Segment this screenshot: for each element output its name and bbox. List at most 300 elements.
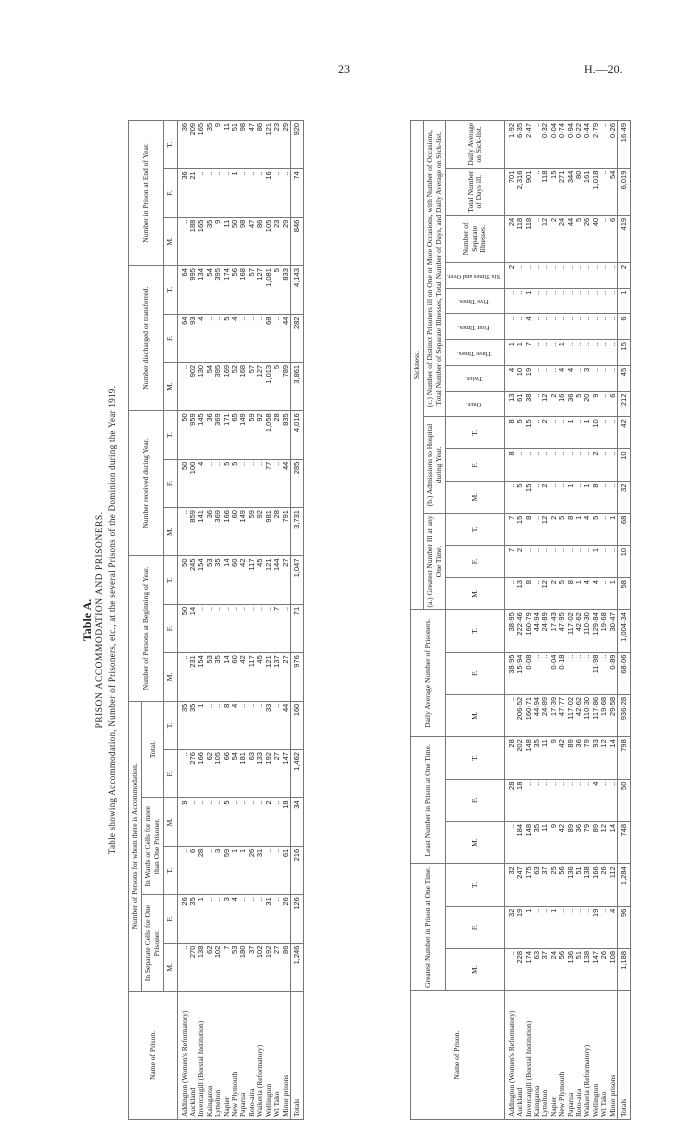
value-cell: 5 — [273, 266, 281, 314]
value-cell: 38·95 — [504, 610, 516, 652]
prison-name-cell: Addington (Women's Reformatory) — [177, 992, 189, 1120]
value-cell: .. — [223, 604, 231, 652]
value-cell: 276 — [189, 750, 197, 798]
prison-name-cell: Lyttelton — [541, 991, 549, 1120]
prison-name-cell: Kaingaroa — [206, 992, 214, 1120]
prison-name-cell: Paparua — [567, 991, 575, 1120]
value-cell: 79 — [583, 821, 591, 863]
value-cell: 209 — [189, 120, 197, 168]
value-cell: 270 — [189, 943, 197, 991]
total-value-cell: 4,016 — [290, 411, 303, 459]
value-cell: 271 — [558, 168, 566, 215]
value-cell: 28 — [273, 508, 281, 556]
prison-name-cell: Lyttelton — [214, 992, 222, 1120]
mft-header-t: T. — [446, 513, 505, 545]
value-cell: .. — [516, 449, 524, 481]
value-cell: 1 — [567, 417, 575, 449]
value-cell: .. — [256, 798, 264, 846]
value-cell: .. — [206, 798, 214, 846]
value-cell: 5 — [516, 481, 524, 513]
table-row — [282, 120, 291, 1119]
value-cell: .. — [600, 906, 608, 948]
prison-name-cell: Roto-aira — [575, 991, 583, 1120]
value-cell: .. — [583, 314, 591, 340]
value-cell: 51 — [575, 949, 583, 991]
total-value-cell: 16·49 — [618, 121, 631, 169]
value-cell: 98 — [239, 120, 247, 168]
value-cell: .. — [177, 508, 189, 556]
value-cell: 37 — [541, 864, 549, 906]
value-cell: 44 — [282, 701, 291, 749]
value-cell: .. — [600, 545, 608, 577]
value-cell: 42 — [558, 737, 566, 779]
value-cell: 0·04 — [550, 121, 558, 169]
value-cell: 77 — [265, 459, 273, 507]
value-cell: 7 — [273, 604, 281, 652]
value-cell: 89 — [592, 821, 600, 863]
separate-cells-header: In Separate Cells for One Prisoner. — [142, 895, 164, 992]
value-cell: .. — [609, 365, 618, 391]
value-cell: .. — [239, 701, 247, 749]
value-cell: 9 — [177, 798, 189, 846]
value-cell: .. — [575, 314, 583, 340]
value-cell: 24·89 — [541, 610, 549, 652]
value-cell: 1 — [558, 340, 566, 366]
total-value-cell: 748 — [618, 821, 631, 863]
separate-illnesses-header: Number of Separate Illnesses. — [446, 215, 505, 262]
value-cell: 127 — [256, 266, 264, 314]
value-cell: 12 — [600, 821, 608, 863]
total-value-cell: 3,861 — [290, 362, 303, 410]
total-header: Total. — [142, 701, 164, 798]
value-cell: 148 — [525, 737, 533, 779]
totals-label: Totals — [290, 992, 303, 1120]
total-value-cell: 10 — [618, 449, 631, 481]
value-cell: .. — [516, 262, 524, 288]
value-cell: 1 — [609, 513, 618, 545]
table-label: Table A. — [80, 598, 94, 642]
value-cell: .. — [206, 169, 214, 217]
value-cell: 23 — [273, 217, 281, 265]
value-cell: 44 — [567, 215, 575, 262]
value-cell: .. — [177, 653, 189, 701]
value-cell: .. — [231, 604, 239, 652]
value-cell: 4 — [567, 365, 575, 391]
value-cell: .. — [609, 545, 618, 577]
prison-name-cell: New Plymouth — [558, 991, 566, 1120]
value-cell: 63 — [533, 949, 541, 991]
prison-name-cell: Minor prisons — [282, 992, 291, 1120]
value-cell: 192 — [265, 750, 273, 798]
value-cell: 154 — [197, 653, 205, 701]
value-cell: 35 — [533, 737, 541, 779]
value-cell: .. — [504, 949, 516, 991]
three-times-header: Three Times. — [446, 340, 505, 366]
value-cell: 50 — [177, 411, 189, 459]
mft-header-m: M. — [164, 362, 177, 410]
distinct-header: (c.) Number of Distinct Prisoners ill on One or More Occasions, with Number of Occasions, Total Number of Separate Illnesses, Total Number of Days, and Daily Average on Sick-list. — [424, 121, 446, 417]
value-cell: 7 — [223, 943, 231, 991]
value-cell: .. — [575, 449, 583, 481]
value-cell: 35 — [206, 217, 214, 265]
value-cell: 2 — [550, 513, 558, 545]
value-cell: 171 — [223, 411, 231, 459]
value-cell: 29 — [282, 217, 291, 265]
value-cell: 51 — [575, 864, 583, 906]
value-cell: .. — [575, 545, 583, 577]
value-cell: 18 — [282, 798, 291, 846]
value-cell: 44 — [282, 459, 291, 507]
total-value-cell: 45 — [618, 365, 631, 391]
total-value-cell: 212 — [618, 391, 631, 417]
value-cell: .. — [248, 459, 256, 507]
value-cell: .. — [600, 449, 608, 481]
value-cell: .. — [609, 449, 618, 481]
value-cell: .. — [214, 314, 222, 362]
value-cell: 20 — [583, 391, 591, 417]
mft-header-m: M. — [164, 508, 177, 556]
value-cell: .. — [567, 652, 575, 694]
value-cell: .. — [541, 340, 549, 366]
value-cell: .. — [583, 906, 591, 948]
prison-name-cell: New Plymouth — [231, 992, 239, 1120]
mft-header-f: F. — [446, 906, 505, 948]
value-cell: .. — [177, 362, 189, 410]
total-value-cell: 42 — [618, 417, 631, 449]
value-cell: .. — [567, 288, 575, 314]
total-value-cell: 96 — [618, 906, 631, 948]
value-cell: .. — [533, 314, 541, 340]
value-cell: 6·35 — [516, 121, 524, 169]
value-cell: 62 — [206, 943, 214, 991]
value-cell: 26 — [177, 895, 189, 943]
value-cell: .. — [550, 314, 558, 340]
value-cell: .. — [533, 906, 541, 948]
value-cell: 247 — [516, 864, 524, 906]
value-cell: .. — [231, 798, 239, 846]
value-cell: 4 — [231, 314, 239, 362]
value-cell: 166 — [197, 750, 205, 798]
value-cell: 206·52 — [516, 694, 524, 736]
prison-name-cell: Addington (Women's Reformatory) — [504, 991, 516, 1120]
value-cell: 35 — [214, 556, 222, 604]
value-cell: 86 — [256, 217, 264, 265]
mft-header-f: F. — [164, 314, 177, 362]
value-cell: .. — [525, 262, 533, 288]
value-cell: .. — [504, 694, 516, 736]
value-cell: .. — [248, 895, 256, 943]
value-cell: 37 — [248, 943, 256, 991]
value-cell: 36 — [177, 169, 189, 217]
value-cell: 169 — [223, 362, 231, 410]
value-cell: .. — [575, 652, 583, 694]
value-cell: 147 — [592, 949, 600, 991]
value-cell: 52 — [231, 362, 239, 410]
value-cell: 2 — [516, 545, 524, 577]
value-cell: 1,058 — [265, 411, 273, 459]
mft-header-f: F. — [446, 652, 505, 694]
value-cell: 0·94 — [567, 121, 575, 169]
prison-name-cell: Auckland — [189, 992, 197, 1120]
value-cell: .. — [600, 578, 608, 610]
value-cell: 117·02 — [567, 610, 575, 652]
value-cell: .. — [600, 513, 608, 545]
value-cell: .. — [504, 481, 516, 513]
value-cell: .. — [609, 481, 618, 513]
value-cell: .. — [239, 459, 247, 507]
value-cell: .. — [575, 779, 583, 821]
col-name-header-2: Name of Prison. — [411, 991, 505, 1120]
value-cell: 8 — [223, 701, 231, 749]
value-cell: 174 — [223, 266, 231, 314]
value-cell: .. — [265, 604, 273, 652]
total-value-cell: 419 — [618, 215, 631, 262]
value-cell: .. — [248, 169, 256, 217]
value-cell: 154 — [197, 556, 205, 604]
value-cell: 5 — [223, 459, 231, 507]
value-cell: 8 — [504, 449, 516, 481]
total-value-cell: 6 — [618, 314, 631, 340]
value-cell: 5 — [558, 513, 566, 545]
prison-name-cell: Invercargill (Borstal Institution) — [525, 991, 533, 1120]
value-cell: 1 — [567, 481, 575, 513]
value-cell: 53 — [206, 556, 214, 604]
value-cell: 60 — [231, 508, 239, 556]
value-cell: .. — [609, 262, 618, 288]
value-cell: .. — [583, 288, 591, 314]
value-cell: 369 — [214, 508, 222, 556]
value-cell: 2 — [504, 262, 516, 288]
value-cell: 51 — [231, 120, 239, 168]
value-cell: 26 — [282, 895, 291, 943]
value-cell: 8 — [567, 513, 575, 545]
prison-name-cell: Roto-aira — [248, 992, 256, 1120]
value-cell: 102 — [214, 943, 222, 991]
value-cell: 37 — [541, 949, 549, 991]
value-cell: .. — [558, 779, 566, 821]
value-cell: 1 — [525, 288, 533, 314]
value-cell: 28 — [504, 737, 516, 779]
value-cell: .. — [600, 365, 608, 391]
value-cell: 981 — [265, 508, 273, 556]
value-cell: .. — [575, 340, 583, 366]
value-cell: .. — [558, 314, 566, 340]
value-cell: 110·30 — [583, 610, 591, 652]
value-cell: 36 — [177, 120, 189, 168]
value-cell: 9 — [214, 217, 222, 265]
value-cell: .. — [504, 578, 516, 610]
value-cell: 3 — [214, 846, 222, 894]
total-days-header: Total Number of Days ill. — [446, 168, 505, 215]
value-cell: .. — [575, 481, 583, 513]
value-cell: 4 — [583, 578, 591, 610]
value-cell: .. — [516, 314, 524, 340]
value-cell: .. — [177, 846, 189, 894]
value-cell: 136 — [567, 949, 575, 991]
value-cell: 50 — [177, 459, 189, 507]
value-cell: .. — [282, 169, 291, 217]
value-cell: 168 — [239, 266, 247, 314]
value-cell: .. — [206, 701, 214, 749]
prison-name-cell: Wellington — [265, 992, 273, 1120]
value-cell: 4 — [583, 513, 591, 545]
value-cell: .. — [550, 545, 558, 577]
value-cell: 24 — [550, 949, 558, 991]
mft-header-t: T. — [446, 417, 505, 449]
value-cell: .. — [273, 846, 281, 894]
value-cell: 2 — [541, 481, 549, 513]
value-cell: .. — [223, 169, 231, 217]
page-number: 23 — [338, 62, 350, 76]
value-cell: 12 — [541, 513, 549, 545]
mft-header-t: T. — [164, 556, 177, 604]
value-cell: 42 — [239, 653, 247, 701]
value-cell: .. — [248, 701, 256, 749]
value-cell: 789 — [282, 362, 291, 410]
prison-name-cell: Kaingaroa — [533, 991, 541, 1120]
mft-header-f: F. — [446, 545, 505, 577]
value-cell: .. — [256, 895, 264, 943]
value-cell: 1 — [504, 340, 516, 366]
value-cell: 0·08 — [525, 652, 533, 694]
value-cell: .. — [177, 217, 189, 265]
value-cell: 6 — [609, 391, 618, 417]
value-cell: 42·62 — [575, 694, 583, 736]
value-cell: 29 — [282, 120, 291, 168]
value-cell: 68 — [265, 314, 273, 362]
value-cell: 1 — [583, 481, 591, 513]
value-cell: 222·46 — [516, 610, 524, 652]
value-cell: .. — [558, 481, 566, 513]
mft-header-t: T. — [164, 120, 177, 168]
value-cell: 117 — [248, 653, 256, 701]
value-cell: 36 — [575, 821, 583, 863]
value-cell: .. — [550, 340, 558, 366]
value-cell: 2 — [550, 391, 558, 417]
value-cell: 11·98 — [592, 652, 600, 694]
value-cell: 24 — [504, 215, 516, 262]
value-cell: 54 — [609, 168, 618, 215]
value-cell: .. — [600, 288, 608, 314]
value-cell: .. — [197, 169, 205, 217]
value-cell: .. — [600, 391, 608, 417]
total-value-cell: 936·28 — [618, 694, 631, 736]
value-cell: .. — [558, 545, 566, 577]
value-cell: .. — [533, 288, 541, 314]
document-code: H.—20. — [584, 62, 623, 76]
value-cell: 8 — [525, 578, 533, 610]
value-cell: 117 — [248, 556, 256, 604]
value-cell: .. — [525, 779, 533, 821]
value-cell: 7 — [504, 513, 516, 545]
value-cell: 59 — [248, 508, 256, 556]
value-cell: 7 — [504, 545, 516, 577]
total-value-cell: 15 — [618, 340, 631, 366]
total-value-cell: 68 — [618, 513, 631, 545]
mft-header-t: T. — [164, 701, 177, 749]
value-cell: 17·39 — [550, 694, 558, 736]
value-cell: .. — [567, 449, 575, 481]
value-cell: .. — [592, 262, 600, 288]
value-cell: 1 — [525, 906, 533, 948]
value-cell: .. — [214, 604, 222, 652]
value-cell: 26 — [600, 864, 608, 906]
once-header: Once. — [446, 391, 505, 417]
value-cell: 105 — [265, 217, 273, 265]
value-cell: 0·18 — [558, 652, 566, 694]
value-cell: .. — [609, 417, 618, 449]
value-cell: .. — [541, 262, 549, 288]
value-cell: 245 — [189, 556, 197, 604]
four-times-header: Four Times. — [446, 314, 505, 340]
value-cell: 98 — [239, 217, 247, 265]
value-cell: .. — [609, 340, 618, 366]
value-cell: 959 — [189, 411, 197, 459]
value-cell: 53 — [206, 653, 214, 701]
value-cell: .. — [504, 314, 516, 340]
value-cell: 1·92 — [504, 121, 516, 169]
value-cell: 165 — [197, 120, 205, 168]
value-cell: 47·77 — [558, 694, 566, 736]
value-cell: 11 — [223, 120, 231, 168]
value-cell: 1 — [609, 578, 618, 610]
value-cell: .. — [600, 262, 608, 288]
value-cell: .. — [273, 895, 281, 943]
value-cell: .. — [214, 895, 222, 943]
value-cell: .. — [177, 943, 189, 991]
value-cell: 35 — [177, 701, 189, 749]
ill-greatest-header: (a.) Greatest Number Ill at any One Time. — [424, 513, 446, 609]
value-cell: 86 — [282, 943, 291, 991]
value-cell: 27 — [282, 653, 291, 701]
value-cell: 64 — [177, 314, 189, 362]
value-cell: 174 — [525, 949, 533, 991]
value-cell: .. — [541, 365, 549, 391]
value-cell: 59 — [248, 411, 256, 459]
value-cell: 11 — [541, 821, 549, 863]
value-cell: 27 — [273, 943, 281, 991]
value-cell: 344 — [567, 168, 575, 215]
value-cell: .. — [600, 314, 608, 340]
value-cell: 202 — [516, 737, 524, 779]
value-cell: .. — [558, 417, 566, 449]
value-cell: .. — [541, 314, 549, 340]
total-value-cell: 976 — [290, 653, 303, 701]
value-cell: 137 — [273, 653, 281, 701]
table-row — [609, 121, 618, 1120]
least-header: Least Number in Prison at One Time. — [411, 737, 446, 864]
value-cell: .. — [206, 314, 214, 362]
total-value-cell: 2 — [618, 262, 631, 288]
total-value-cell: 126 — [290, 895, 303, 943]
total-value-cell: 1,284 — [618, 864, 631, 906]
value-cell: 62 — [206, 750, 214, 798]
value-cell: 791 — [282, 508, 291, 556]
value-cell: 3 — [583, 365, 591, 391]
value-cell: 8 — [592, 481, 600, 513]
value-cell: .. — [541, 545, 549, 577]
prison-name-cell: Napier — [223, 992, 231, 1120]
sickness-table-body — [504, 121, 631, 1120]
mft-header-f: F. — [446, 449, 505, 481]
value-cell: 14 — [189, 604, 197, 652]
value-cell: 102 — [256, 943, 264, 991]
mft-header-m: M. — [446, 694, 505, 736]
total-value-cell: 160 — [290, 701, 303, 749]
value-cell: .. — [600, 481, 608, 513]
value-cell: 100 — [189, 459, 197, 507]
prison-name-cell: Minor prisons — [609, 991, 618, 1120]
